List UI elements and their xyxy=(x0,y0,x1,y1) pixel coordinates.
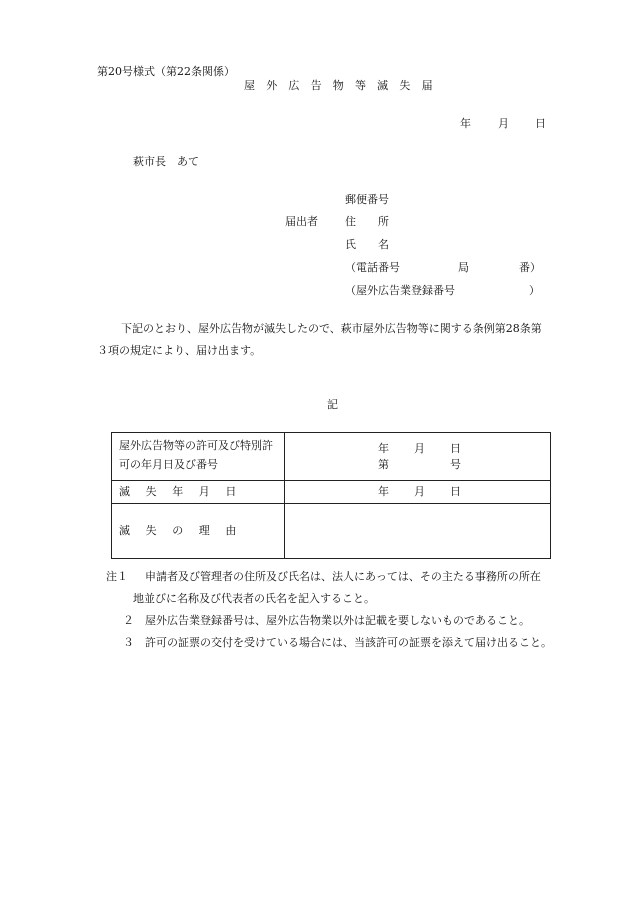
note-1-prefix: 注１ xyxy=(106,570,128,583)
permit-number-suffix: 号 xyxy=(450,458,461,471)
table-row-divider xyxy=(112,503,550,504)
name-label: 氏 名 xyxy=(345,238,389,251)
table-column-divider xyxy=(284,433,285,558)
address-label: 住 所 xyxy=(345,215,389,228)
loss-reason-label: 滅 失 の 理 由 xyxy=(119,524,243,537)
body-text-line-1: 下記のとおり、屋外広告物が滅失したので、萩市屋外広告物等に関する条例第28条第 xyxy=(121,322,542,335)
note-3-text: 許可の証票の交付を受けている場合には、当該許可の証票を添えて届け出ること。 xyxy=(145,636,552,649)
permit-number-prefix: 第 xyxy=(378,458,389,471)
permit-year-label: 年 xyxy=(378,442,389,455)
note-2-text: 屋外広告業登録番号は、屋外広告物業以外は記載を要しないものであること。 xyxy=(145,614,530,627)
permit-month-label: 月 xyxy=(414,442,425,455)
date-month-label: 月 xyxy=(498,117,509,130)
loss-date-label: 滅 失 年 月 日 xyxy=(119,485,243,498)
note-3-number: ３ xyxy=(123,636,134,649)
note-1-line-1: 申請者及び管理者の住所及び氏名は、法人にあっては、その主たる事務所の所在 xyxy=(145,570,541,583)
date-year-label: 年 xyxy=(460,117,471,130)
note-1-line-2: 地並びに名称及び代表者の氏名を記入すること。 xyxy=(133,592,375,605)
phone-label: （電話番号 xyxy=(345,261,400,274)
loss-reason-field[interactable] xyxy=(290,509,545,554)
loss-year-label: 年 xyxy=(378,485,389,498)
ki-heading: 記 xyxy=(327,398,338,411)
body-text-line-2: ３項の規定により、届け出ます。 xyxy=(97,344,262,357)
date-day-label: 日 xyxy=(535,117,546,130)
permit-date-number-label-line-2: 可の年月日及び番号 xyxy=(119,458,218,471)
form-title: 屋 外 広 告 物 等 滅 失 届 xyxy=(244,79,437,92)
table-row-divider xyxy=(112,480,550,481)
loss-day-label: 日 xyxy=(450,485,461,498)
addressee: 萩市長 あて xyxy=(133,155,199,168)
postal-code-label: 郵便番号 xyxy=(345,193,389,206)
phone-number-label: 番） xyxy=(519,261,541,274)
form-number: 第20号様式（第22条関係） xyxy=(97,65,235,78)
form-table xyxy=(111,432,551,559)
permit-day-label: 日 xyxy=(450,442,461,455)
phone-bureau-label: 局 xyxy=(458,261,469,274)
registration-close: ） xyxy=(529,284,540,297)
registration-label: （屋外広告業登録番号 xyxy=(345,284,455,297)
permit-date-number-label-line-1: 屋外広告物等の許可及び特別許 xyxy=(119,439,273,452)
applicant-label: 届出者 xyxy=(285,215,318,228)
note-2-number: ２ xyxy=(123,614,134,627)
loss-month-label: 月 xyxy=(414,485,425,498)
